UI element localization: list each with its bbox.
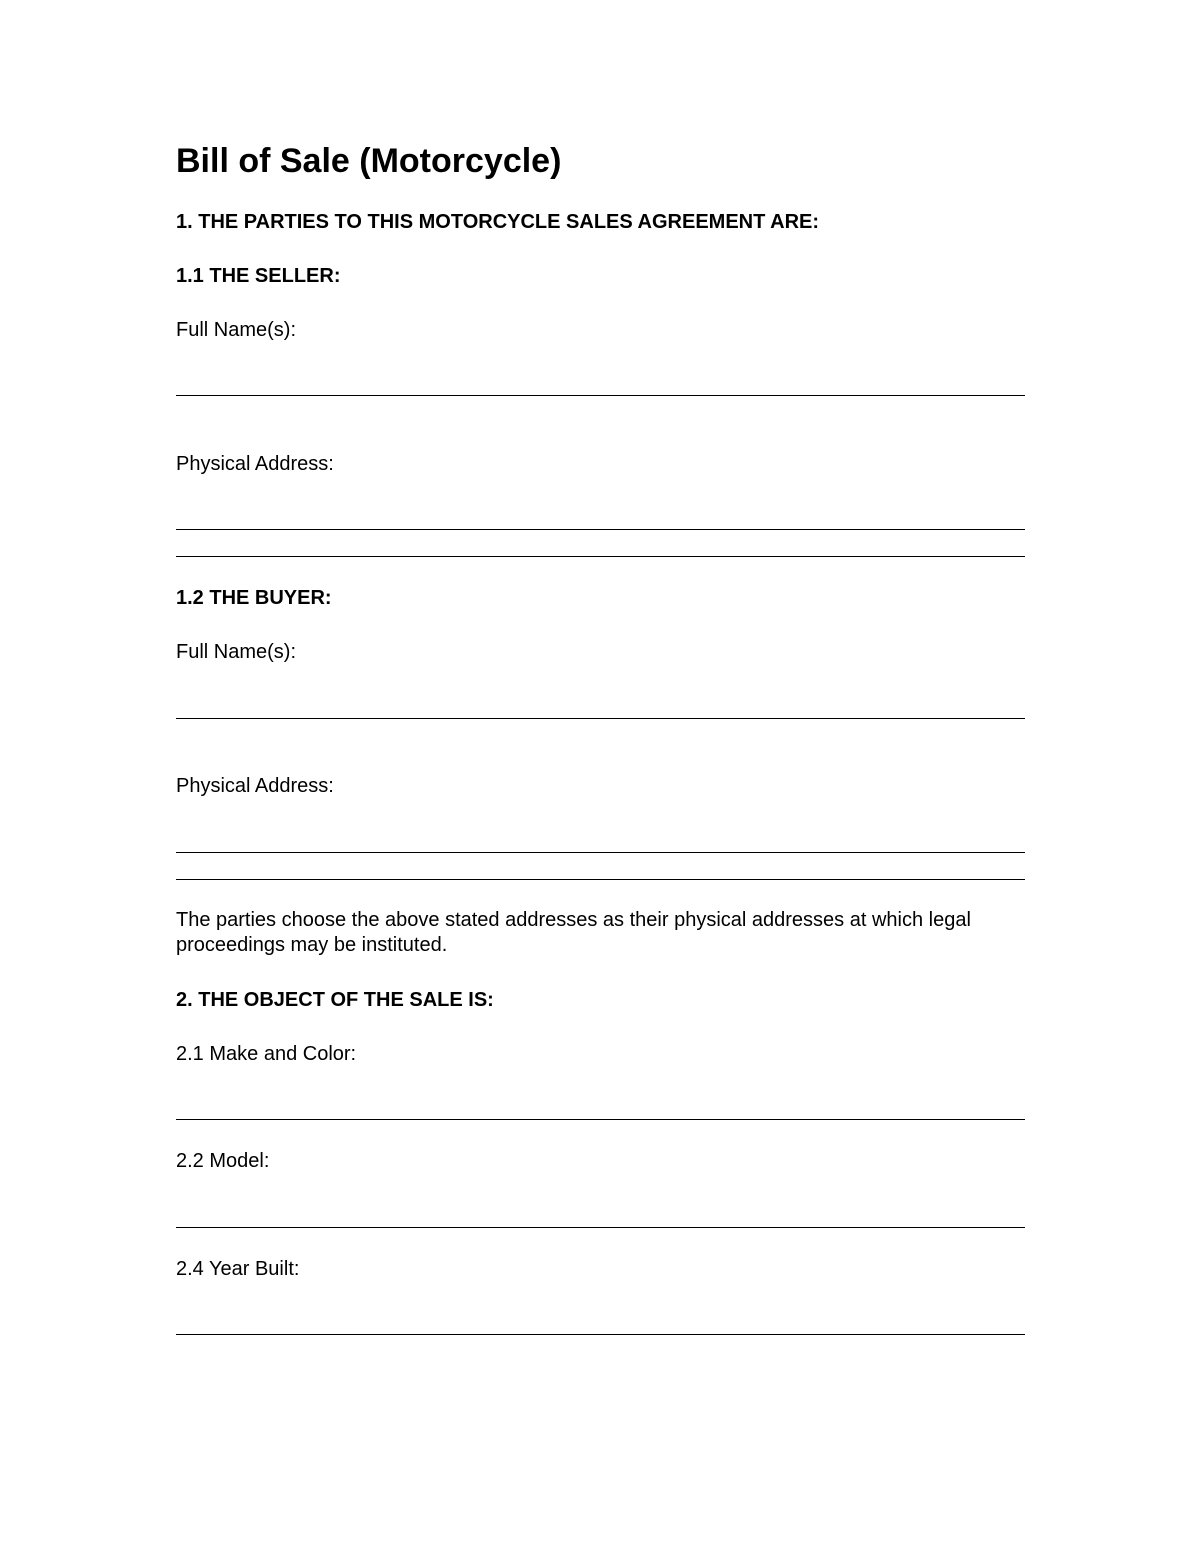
model-line[interactable]: [176, 1227, 1025, 1228]
section-2-heading: 2. THE OBJECT OF THE SALE IS:: [176, 989, 494, 1011]
buyer-address-line-1[interactable]: [176, 852, 1025, 853]
buyer-heading: 1.2 THE BUYER:: [176, 587, 332, 609]
buyer-full-name-label: Full Name(s):: [176, 641, 297, 663]
year-built-line[interactable]: [176, 1334, 1025, 1335]
model-label: 2.2 Model:: [176, 1150, 270, 1172]
make-color-label: 2.1 Make and Color:: [176, 1043, 357, 1065]
legal-proceedings-note: The parties choose the above stated addresses as their physical addresses at which legal proceedings may be instituted.: [176, 909, 971, 956]
seller-full-name-label: Full Name(s):: [176, 319, 297, 341]
buyer-address-line-2[interactable]: [176, 879, 1025, 880]
seller-address-line-2[interactable]: [176, 556, 1025, 557]
buyer-full-name-line[interactable]: [176, 718, 1025, 719]
section-1-heading: 1. THE PARTIES TO THIS MOTORCYCLE SALES AGREEMENT ARE:: [176, 211, 820, 233]
document-title: Bill of Sale (Motorcycle): [176, 142, 562, 180]
seller-full-name-line[interactable]: [176, 395, 1025, 396]
make-color-line[interactable]: [176, 1119, 1025, 1120]
buyer-address-label: Physical Address:: [176, 775, 334, 797]
seller-address-line-1[interactable]: [176, 529, 1025, 530]
seller-heading: 1.1 THE SELLER:: [176, 265, 341, 287]
seller-address-label: Physical Address:: [176, 453, 334, 475]
year-built-label: 2.4 Year Built:: [176, 1258, 300, 1280]
